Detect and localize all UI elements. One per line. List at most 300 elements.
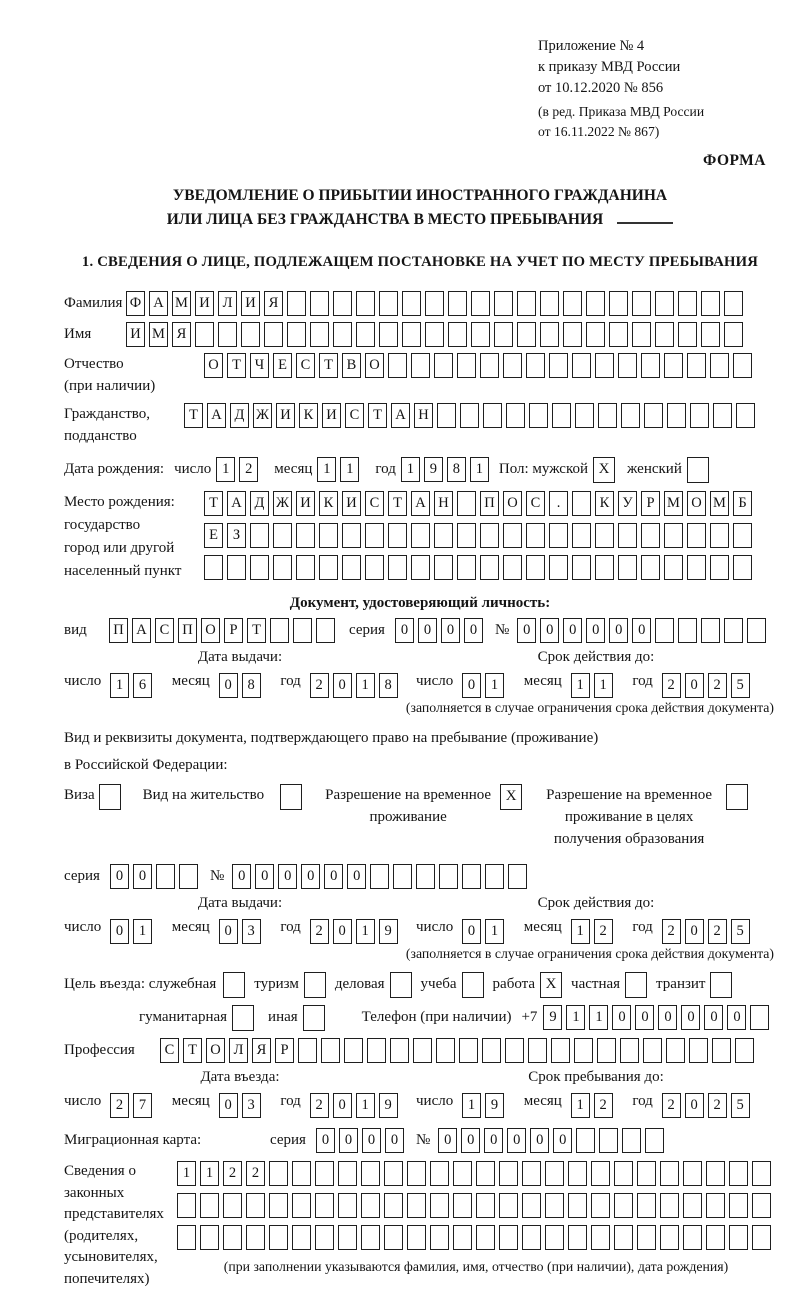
form-cell[interactable] — [572, 353, 591, 378]
purpose-business-checkbox[interactable] — [223, 972, 245, 998]
form-cell[interactable]: Я — [264, 291, 283, 316]
form-cell[interactable]: 0 — [540, 618, 559, 643]
form-cell[interactable] — [568, 1193, 587, 1218]
form-cell[interactable] — [505, 1038, 524, 1063]
form-cell[interactable]: 0 — [685, 1093, 704, 1118]
form-cell[interactable] — [459, 1038, 478, 1063]
form-cell[interactable] — [586, 322, 605, 347]
form-cell[interactable]: 0 — [484, 1128, 503, 1153]
form-cell[interactable]: 0 — [133, 864, 152, 889]
form-cell[interactable]: Е — [204, 523, 223, 548]
form-cell[interactable] — [529, 403, 548, 428]
form-cell[interactable] — [621, 403, 640, 428]
form-cell[interactable] — [425, 291, 444, 316]
form-cell[interactable]: 0 — [464, 618, 483, 643]
form-cell[interactable]: 8 — [447, 457, 466, 482]
form-cell[interactable]: 0 — [347, 864, 366, 889]
form-cell[interactable]: 0 — [219, 919, 238, 944]
form-cell[interactable] — [614, 1193, 633, 1218]
form-cell[interactable]: 0 — [110, 919, 129, 944]
form-cell[interactable] — [310, 322, 329, 347]
form-cell[interactable] — [710, 523, 729, 548]
form-cell[interactable]: С — [296, 353, 315, 378]
form-cell[interactable] — [273, 523, 292, 548]
form-cell[interactable] — [379, 291, 398, 316]
form-cell[interactable] — [356, 322, 375, 347]
form-cell[interactable] — [393, 864, 412, 889]
form-cell[interactable] — [747, 618, 766, 643]
form-cell[interactable]: 0 — [333, 673, 352, 698]
form-cell[interactable] — [598, 403, 617, 428]
form-cell[interactable] — [545, 1161, 564, 1186]
form-cell[interactable]: Д — [230, 403, 249, 428]
form-cell[interactable]: 0 — [461, 1128, 480, 1153]
form-cell[interactable] — [591, 1161, 610, 1186]
form-cell[interactable]: П — [178, 618, 197, 643]
form-cell[interactable] — [701, 618, 720, 643]
form-cell[interactable]: Р — [275, 1038, 294, 1063]
form-cell[interactable]: А — [207, 403, 226, 428]
form-cell[interactable]: 3 — [242, 1093, 261, 1118]
form-cell[interactable] — [333, 291, 352, 316]
form-cell[interactable]: 2 — [239, 457, 258, 482]
form-cell[interactable]: 0 — [316, 1128, 335, 1153]
form-cell[interactable]: 0 — [255, 864, 274, 889]
form-cell[interactable] — [434, 555, 453, 580]
form-cell[interactable] — [457, 523, 476, 548]
form-cell[interactable] — [664, 523, 683, 548]
form-cell[interactable] — [733, 555, 752, 580]
form-cell[interactable]: Л — [218, 291, 237, 316]
form-cell[interactable]: Е — [273, 353, 292, 378]
form-cell[interactable] — [710, 555, 729, 580]
form-cell[interactable]: Б — [733, 491, 752, 516]
form-cell[interactable]: И — [342, 491, 361, 516]
form-cell[interactable] — [448, 291, 467, 316]
form-cell[interactable]: 0 — [704, 1005, 723, 1030]
form-cell[interactable] — [609, 291, 628, 316]
form-cell[interactable] — [482, 1038, 501, 1063]
form-cell[interactable] — [701, 322, 720, 347]
purpose-other-checkbox[interactable] — [303, 1005, 325, 1031]
form-cell[interactable]: И — [276, 403, 295, 428]
form-cell[interactable] — [522, 1193, 541, 1218]
form-cell[interactable] — [618, 555, 637, 580]
form-cell[interactable] — [319, 555, 338, 580]
form-cell[interactable] — [483, 403, 502, 428]
form-cell[interactable] — [436, 1038, 455, 1063]
form-cell[interactable]: М — [664, 491, 683, 516]
form-cell[interactable]: 2 — [594, 1093, 613, 1118]
form-cell[interactable] — [430, 1161, 449, 1186]
form-cell[interactable] — [292, 1161, 311, 1186]
form-cell[interactable] — [293, 618, 312, 643]
form-cell[interactable] — [522, 1225, 541, 1250]
form-cell[interactable] — [733, 353, 752, 378]
form-cell[interactable] — [710, 353, 729, 378]
form-cell[interactable]: М — [149, 322, 168, 347]
form-cell[interactable] — [315, 1193, 334, 1218]
form-cell[interactable] — [724, 322, 743, 347]
form-cell[interactable]: О — [365, 353, 384, 378]
form-cell[interactable]: 0 — [632, 618, 651, 643]
form-cell[interactable] — [752, 1225, 771, 1250]
form-cell[interactable] — [195, 322, 214, 347]
purpose-commercial-checkbox[interactable] — [390, 972, 412, 998]
form-cell[interactable] — [678, 291, 697, 316]
form-cell[interactable]: 1 — [356, 1093, 375, 1118]
form-cell[interactable] — [361, 1193, 380, 1218]
form-cell[interactable] — [508, 864, 527, 889]
form-cell[interactable]: Ж — [273, 491, 292, 516]
form-cell[interactable] — [462, 864, 481, 889]
form-cell[interactable] — [200, 1225, 219, 1250]
form-cell[interactable] — [683, 1225, 702, 1250]
form-cell[interactable] — [526, 523, 545, 548]
form-cell[interactable]: Р — [224, 618, 243, 643]
form-cell[interactable] — [499, 1193, 518, 1218]
form-cell[interactable] — [644, 403, 663, 428]
form-cell[interactable] — [411, 555, 430, 580]
form-cell[interactable] — [729, 1193, 748, 1218]
form-cell[interactable]: 1 — [340, 457, 359, 482]
form-cell[interactable] — [269, 1193, 288, 1218]
form-cell[interactable]: 1 — [571, 919, 590, 944]
form-cell[interactable] — [551, 1038, 570, 1063]
form-cell[interactable]: И — [241, 291, 260, 316]
form-cell[interactable] — [204, 555, 223, 580]
form-cell[interactable] — [453, 1193, 472, 1218]
form-cell[interactable]: 0 — [278, 864, 297, 889]
form-cell[interactable]: К — [319, 491, 338, 516]
form-cell[interactable] — [499, 1225, 518, 1250]
form-cell[interactable] — [338, 1225, 357, 1250]
form-cell[interactable] — [655, 322, 674, 347]
form-cell[interactable] — [752, 1161, 771, 1186]
form-cell[interactable]: 9 — [485, 1093, 504, 1118]
form-cell[interactable] — [614, 1161, 633, 1186]
form-cell[interactable]: 2 — [594, 919, 613, 944]
form-cell[interactable]: С — [526, 491, 545, 516]
purpose-private-checkbox[interactable] — [625, 972, 647, 998]
form-cell[interactable]: 0 — [586, 618, 605, 643]
form-cell[interactable]: А — [227, 491, 246, 516]
form-cell[interactable] — [641, 555, 660, 580]
form-cell[interactable] — [683, 1161, 702, 1186]
form-cell[interactable] — [411, 523, 430, 548]
form-cell[interactable]: 1 — [594, 673, 613, 698]
form-cell[interactable]: Т — [247, 618, 266, 643]
form-cell[interactable]: 1 — [110, 673, 129, 698]
form-cell[interactable] — [218, 322, 237, 347]
form-cell[interactable]: 1 — [401, 457, 420, 482]
form-cell[interactable]: 0 — [441, 618, 460, 643]
form-cell[interactable]: О — [503, 491, 522, 516]
form-cell[interactable]: С — [365, 491, 384, 516]
form-cell[interactable] — [439, 864, 458, 889]
form-cell[interactable] — [643, 1038, 662, 1063]
form-cell[interactable] — [223, 1193, 242, 1218]
form-cell[interactable]: 0 — [727, 1005, 746, 1030]
form-cell[interactable] — [388, 523, 407, 548]
form-cell[interactable] — [402, 291, 421, 316]
form-cell[interactable] — [457, 555, 476, 580]
form-cell[interactable]: Ф — [126, 291, 145, 316]
form-cell[interactable]: 0 — [110, 864, 129, 889]
form-cell[interactable] — [494, 291, 513, 316]
form-cell[interactable] — [576, 1128, 595, 1153]
option-temp-residence-checkbox[interactable]: X — [500, 784, 522, 810]
purpose-tourism-checkbox[interactable] — [304, 972, 326, 998]
form-cell[interactable]: 0 — [609, 618, 628, 643]
form-cell[interactable]: 5 — [731, 673, 750, 698]
form-cell[interactable] — [563, 291, 582, 316]
form-cell[interactable] — [292, 1193, 311, 1218]
form-cell[interactable] — [460, 403, 479, 428]
form-cell[interactable] — [321, 1038, 340, 1063]
form-cell[interactable]: 0 — [517, 618, 536, 643]
form-cell[interactable] — [666, 1038, 685, 1063]
form-cell[interactable] — [568, 1161, 587, 1186]
form-cell[interactable]: О — [201, 618, 220, 643]
form-cell[interactable] — [637, 1225, 656, 1250]
form-cell[interactable] — [177, 1193, 196, 1218]
form-cell[interactable] — [563, 322, 582, 347]
form-cell[interactable]: Т — [388, 491, 407, 516]
form-cell[interactable] — [713, 403, 732, 428]
form-cell[interactable] — [269, 1225, 288, 1250]
form-cell[interactable]: 2 — [310, 673, 329, 698]
form-cell[interactable] — [595, 353, 614, 378]
form-cell[interactable]: . — [549, 491, 568, 516]
form-cell[interactable] — [179, 864, 198, 889]
sex-female-checkbox[interactable] — [687, 457, 709, 483]
form-cell[interactable] — [200, 1193, 219, 1218]
form-cell[interactable] — [411, 353, 430, 378]
form-cell[interactable] — [361, 1225, 380, 1250]
form-cell[interactable]: 2 — [662, 1093, 681, 1118]
form-cell[interactable] — [549, 523, 568, 548]
form-cell[interactable] — [499, 1161, 518, 1186]
form-cell[interactable] — [712, 1038, 731, 1063]
form-cell[interactable]: П — [109, 618, 128, 643]
form-cell[interactable] — [480, 555, 499, 580]
form-cell[interactable] — [568, 1225, 587, 1250]
option-temp-residence-education-checkbox[interactable] — [726, 784, 748, 810]
form-cell[interactable]: А — [149, 291, 168, 316]
form-cell[interactable] — [503, 523, 522, 548]
form-cell[interactable]: Ч — [250, 353, 269, 378]
form-cell[interactable] — [296, 523, 315, 548]
form-cell[interactable]: 1 — [589, 1005, 608, 1030]
form-cell[interactable] — [269, 1161, 288, 1186]
form-cell[interactable] — [724, 618, 743, 643]
form-cell[interactable]: Т — [184, 403, 203, 428]
form-cell[interactable]: О — [206, 1038, 225, 1063]
form-cell[interactable] — [503, 555, 522, 580]
form-cell[interactable] — [526, 353, 545, 378]
form-cell[interactable]: 0 — [395, 618, 414, 643]
form-cell[interactable] — [316, 618, 335, 643]
form-cell[interactable] — [407, 1161, 426, 1186]
purpose-humanitarian-checkbox[interactable] — [232, 1005, 254, 1031]
form-cell[interactable] — [503, 353, 522, 378]
form-cell[interactable] — [655, 618, 674, 643]
form-cell[interactable] — [480, 523, 499, 548]
form-cell[interactable]: 0 — [685, 919, 704, 944]
form-cell[interactable]: П — [480, 491, 499, 516]
form-cell[interactable]: Т — [319, 353, 338, 378]
form-cell[interactable]: 1 — [462, 1093, 481, 1118]
form-cell[interactable]: 3 — [242, 919, 261, 944]
form-cell[interactable] — [407, 1225, 426, 1250]
form-cell[interactable] — [664, 555, 683, 580]
form-cell[interactable] — [690, 403, 709, 428]
form-cell[interactable] — [453, 1225, 472, 1250]
form-cell[interactable]: 0 — [507, 1128, 526, 1153]
form-cell[interactable]: 0 — [232, 864, 251, 889]
form-cell[interactable] — [687, 555, 706, 580]
form-cell[interactable] — [586, 291, 605, 316]
form-cell[interactable]: Н — [434, 491, 453, 516]
form-cell[interactable] — [597, 1038, 616, 1063]
form-cell[interactable]: 0 — [333, 919, 352, 944]
form-cell[interactable]: Д — [250, 491, 269, 516]
form-cell[interactable] — [430, 1193, 449, 1218]
form-cell[interactable] — [632, 322, 651, 347]
form-cell[interactable] — [591, 1225, 610, 1250]
form-cell[interactable] — [156, 864, 175, 889]
sex-male-checkbox[interactable]: X — [593, 457, 615, 483]
form-cell[interactable] — [425, 322, 444, 347]
form-cell[interactable] — [620, 1038, 639, 1063]
form-cell[interactable]: 0 — [339, 1128, 358, 1153]
form-cell[interactable] — [494, 322, 513, 347]
form-cell[interactable] — [687, 353, 706, 378]
form-cell[interactable] — [637, 1161, 656, 1186]
form-cell[interactable] — [223, 1225, 242, 1250]
form-cell[interactable]: 8 — [379, 673, 398, 698]
form-cell[interactable]: Я — [172, 322, 191, 347]
form-cell[interactable]: 1 — [571, 1093, 590, 1118]
form-cell[interactable] — [476, 1225, 495, 1250]
form-cell[interactable] — [338, 1161, 357, 1186]
form-cell[interactable] — [315, 1225, 334, 1250]
form-cell[interactable] — [270, 618, 289, 643]
form-cell[interactable] — [637, 1193, 656, 1218]
form-cell[interactable]: 1 — [485, 919, 504, 944]
form-cell[interactable]: С — [345, 403, 364, 428]
form-cell[interactable] — [434, 353, 453, 378]
form-cell[interactable]: Т — [227, 353, 246, 378]
form-cell[interactable]: 0 — [681, 1005, 700, 1030]
form-cell[interactable]: 0 — [333, 1093, 352, 1118]
form-cell[interactable] — [618, 523, 637, 548]
form-cell[interactable] — [706, 1225, 725, 1250]
form-cell[interactable]: Ж — [253, 403, 272, 428]
purpose-work-checkbox[interactable]: X — [540, 972, 562, 998]
form-cell[interactable]: А — [411, 491, 430, 516]
form-cell[interactable]: 0 — [438, 1128, 457, 1153]
form-cell[interactable]: 1 — [200, 1161, 219, 1186]
form-cell[interactable] — [683, 1193, 702, 1218]
form-cell[interactable] — [430, 1225, 449, 1250]
form-cell[interactable] — [388, 353, 407, 378]
form-cell[interactable]: И — [195, 291, 214, 316]
form-cell[interactable] — [356, 291, 375, 316]
form-cell[interactable] — [471, 322, 490, 347]
form-cell[interactable]: 1 — [356, 673, 375, 698]
form-cell[interactable] — [506, 403, 525, 428]
form-cell[interactable] — [457, 353, 476, 378]
form-cell[interactable] — [310, 291, 329, 316]
form-cell[interactable]: 2 — [110, 1093, 129, 1118]
form-cell[interactable] — [365, 555, 384, 580]
form-cell[interactable] — [476, 1193, 495, 1218]
form-cell[interactable] — [319, 523, 338, 548]
form-cell[interactable] — [457, 491, 476, 516]
form-cell[interactable] — [667, 403, 686, 428]
form-cell[interactable]: М — [172, 291, 191, 316]
form-cell[interactable]: 1 — [216, 457, 235, 482]
form-cell[interactable] — [735, 1038, 754, 1063]
form-cell[interactable]: У — [618, 491, 637, 516]
form-cell[interactable] — [599, 1128, 618, 1153]
form-cell[interactable] — [641, 523, 660, 548]
form-cell[interactable] — [552, 403, 571, 428]
form-cell[interactable]: 0 — [530, 1128, 549, 1153]
form-cell[interactable] — [595, 523, 614, 548]
form-cell[interactable]: 0 — [219, 1093, 238, 1118]
form-cell[interactable]: О — [687, 491, 706, 516]
form-cell[interactable] — [706, 1161, 725, 1186]
form-cell[interactable]: 0 — [658, 1005, 677, 1030]
form-cell[interactable]: А — [391, 403, 410, 428]
form-cell[interactable]: 9 — [379, 919, 398, 944]
form-cell[interactable] — [434, 523, 453, 548]
form-cell[interactable] — [453, 1161, 472, 1186]
form-cell[interactable] — [729, 1161, 748, 1186]
form-cell[interactable]: 1 — [356, 919, 375, 944]
form-cell[interactable]: 2 — [246, 1161, 265, 1186]
form-cell[interactable] — [729, 1225, 748, 1250]
form-cell[interactable] — [365, 523, 384, 548]
form-cell[interactable]: 0 — [219, 673, 238, 698]
form-cell[interactable]: 7 — [133, 1093, 152, 1118]
form-cell[interactable] — [292, 1225, 311, 1250]
form-cell[interactable] — [572, 491, 591, 516]
form-cell[interactable]: В — [342, 353, 361, 378]
form-cell[interactable]: К — [299, 403, 318, 428]
form-cell[interactable] — [622, 1128, 641, 1153]
form-cell[interactable] — [678, 618, 697, 643]
form-cell[interactable] — [388, 555, 407, 580]
form-cell[interactable]: И — [322, 403, 341, 428]
form-cell[interactable]: Я — [252, 1038, 271, 1063]
form-cell[interactable] — [476, 1161, 495, 1186]
form-cell[interactable] — [655, 291, 674, 316]
form-cell[interactable] — [660, 1161, 679, 1186]
form-cell[interactable] — [614, 1225, 633, 1250]
form-cell[interactable] — [572, 523, 591, 548]
form-cell[interactable] — [733, 523, 752, 548]
form-cell[interactable]: Т — [183, 1038, 202, 1063]
form-cell[interactable] — [736, 403, 755, 428]
form-cell[interactable]: 1 — [317, 457, 336, 482]
form-cell[interactable] — [574, 1038, 593, 1063]
purpose-transit-checkbox[interactable] — [710, 972, 732, 998]
form-cell[interactable] — [664, 353, 683, 378]
